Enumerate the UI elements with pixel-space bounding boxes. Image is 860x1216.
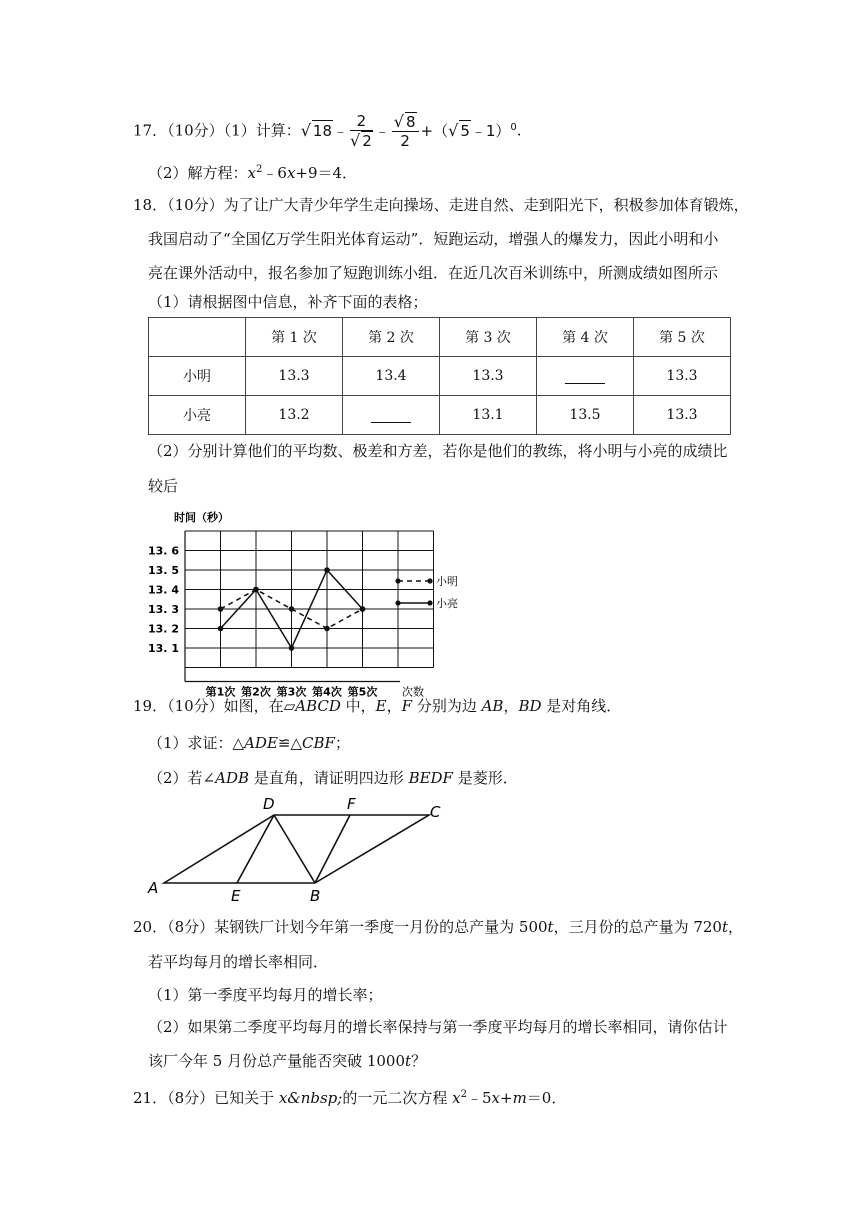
q19-line1: 19．（10分）如图，在▱ABCD 中，E，F 分别为边 AB，BD 是对角线． <box>133 697 622 715</box>
label-f: F <box>347 795 356 813</box>
table-cell: 13.3 <box>634 396 731 435</box>
data-point <box>289 645 295 651</box>
legend-marker <box>395 578 400 583</box>
q19-part2: （2）若∠ADB 是直角，请证明四边形 BEDF 是菱形． <box>148 769 518 787</box>
q20-line2: 若平均每月的增长率相同． <box>148 953 329 971</box>
table-cell: 13.5 <box>537 396 634 435</box>
label-e: E <box>231 887 241 905</box>
table-header-cell: 第 5 次 <box>634 318 731 357</box>
y-tick-label: 13. 5 <box>148 564 179 577</box>
q18-line1: 18．（10分）为了让广大青少年学生走向操场、走进自然、走到阳光下，积极参加体育锻炼， <box>133 196 749 214</box>
data-point <box>289 606 295 612</box>
table-header-cell: 第 3 次 <box>440 318 537 357</box>
q17-prefix: 17．（10分）（1）计算： <box>133 121 301 140</box>
chart-legend <box>395 574 458 610</box>
table-cell: 13.3 <box>246 357 343 396</box>
table-header-cell <box>149 318 246 357</box>
fraction-2-over-sqrt2: $\frac{2}{√ 2}$ <box>350 112 372 150</box>
table-cell-blank <box>343 396 440 435</box>
table-cell: 13.2 <box>246 396 343 435</box>
table-cell: 13.4 <box>343 357 440 396</box>
q18-part2-line1: （2）分别计算他们的平均数、极差和方差，若你是他们的教练，将小明与小亮的成绩比 <box>148 442 728 460</box>
q20-part2-line2: 该厂今年 5 月份总产量能否突破 1000t？ <box>148 1052 427 1070</box>
data-point <box>324 567 330 573</box>
x-axis-label: 次数 <box>402 685 424 699</box>
q18-line3: 亮在课外活动中，报名参加了短跑训练小组．在近几次百米训练中，所测成绩如图所示 <box>148 264 719 282</box>
y-tick-label: 13. 2 <box>148 622 179 636</box>
data-point <box>218 626 224 632</box>
table-cell: 13.3 <box>440 357 537 396</box>
table-cell: 13.1 <box>440 396 537 435</box>
q20-part2-line1: （2）如果第二季度平均每月的增长率保持与第一季度平均每月的增长率相同，请你估计 <box>148 1018 728 1036</box>
legend-marker <box>427 578 432 583</box>
fraction-sqrt8-over-2: $\frac{√ 8}{2}$ <box>392 112 419 150</box>
table-cell-blank <box>537 357 634 396</box>
parallelogram-symbol: ▱ <box>283 697 296 715</box>
data-point <box>360 606 366 612</box>
q17-expression: √ 18﹣ $\frac{2}{√ 2}$ ﹣ $\frac{√ 8}{2}$ +（√ 5﹣1）$^0$ <box>300 112 517 150</box>
parallelogram-abcd <box>164 815 429 883</box>
table-row <box>149 357 731 396</box>
x-tick-label: 第2次 <box>241 685 271 699</box>
y-tick-label: 13. 1 <box>148 642 179 655</box>
q17-line2: （2）解方程：$x^2﹣6x+9=4$． <box>148 164 358 182</box>
x-tick-label: 第3次 <box>276 685 307 699</box>
parallelogram-figure <box>140 795 460 905</box>
sqrt-18: 18 <box>312 121 333 140</box>
legend-marker <box>395 600 400 605</box>
legend-label: 小亮 <box>436 597 458 610</box>
data-point <box>324 626 330 632</box>
answer-blank <box>565 369 605 384</box>
sqrt-5: 5 <box>460 121 470 140</box>
table-header-cell: 第 1 次 <box>246 318 343 357</box>
answer-blank <box>371 408 411 423</box>
y-axis-label: 时间（秒） <box>174 511 229 524</box>
q18-part2-line2: 较后 <box>148 477 179 495</box>
q20-part1: （1）第一季度平均每月的增长率； <box>148 986 383 1004</box>
q18-part1: （1）请根据图中信息，补齐下面的表格； <box>148 293 428 311</box>
q20-line1: 20．（8分）某钢铁厂计划今年第一季度一月份的总产量为 500t，三月份的总产量为 720t， <box>133 918 744 936</box>
label-d: D <box>263 795 275 813</box>
table-cell-name: 小明 <box>149 357 246 396</box>
y-tick-label: 13. 4 <box>148 583 179 597</box>
legend-marker <box>427 600 432 605</box>
q17-line1: 17．（10分）（1）计算：√ 18﹣ $\frac{2}{√ 2}$ ﹣ $\frac{√ 8}{2}$ +（√ 5﹣1）$^0$. <box>133 112 522 150</box>
q21-line1: 21．（8分）已知关于 x&nbsp;的一元二次方程 $x^2﹣5x+m=0$． <box>133 1089 567 1107</box>
legend-label: 小明 <box>436 575 458 588</box>
q19-part1: （1）求证：△ADE≌△CBF； <box>148 734 350 752</box>
y-tick-label: 13. 3 <box>148 603 179 616</box>
scores-table <box>148 317 731 435</box>
label-a: A <box>148 879 159 897</box>
q18-line2: 我国启动了“全国亿万学生阳光体育运动”．短跑运动，增强人的爆发力，因此小明和小 <box>148 230 719 248</box>
x-tick-label: 第1次 <box>205 685 236 699</box>
data-point <box>218 606 224 612</box>
y-tick-label: 13. 6 <box>148 544 179 558</box>
table-header-cell: 第 2 次 <box>343 318 440 357</box>
label-b: B <box>310 887 321 905</box>
data-point <box>253 587 259 593</box>
table-cell-name: 小亮 <box>149 396 246 435</box>
chart-labels <box>148 510 424 699</box>
x-tick-label: 第4次 <box>312 685 342 699</box>
chart-grid <box>185 531 434 682</box>
table-header-row <box>149 318 731 357</box>
line-chart <box>140 505 458 699</box>
table-header-cell: 第 4 次 <box>537 318 634 357</box>
label-c: C <box>430 803 441 821</box>
x-tick-label: 第5次 <box>347 685 378 699</box>
segment-de <box>237 815 274 883</box>
table-row <box>149 396 731 435</box>
diagonal-bd <box>274 815 315 883</box>
table-cell: 13.3 <box>634 357 731 396</box>
